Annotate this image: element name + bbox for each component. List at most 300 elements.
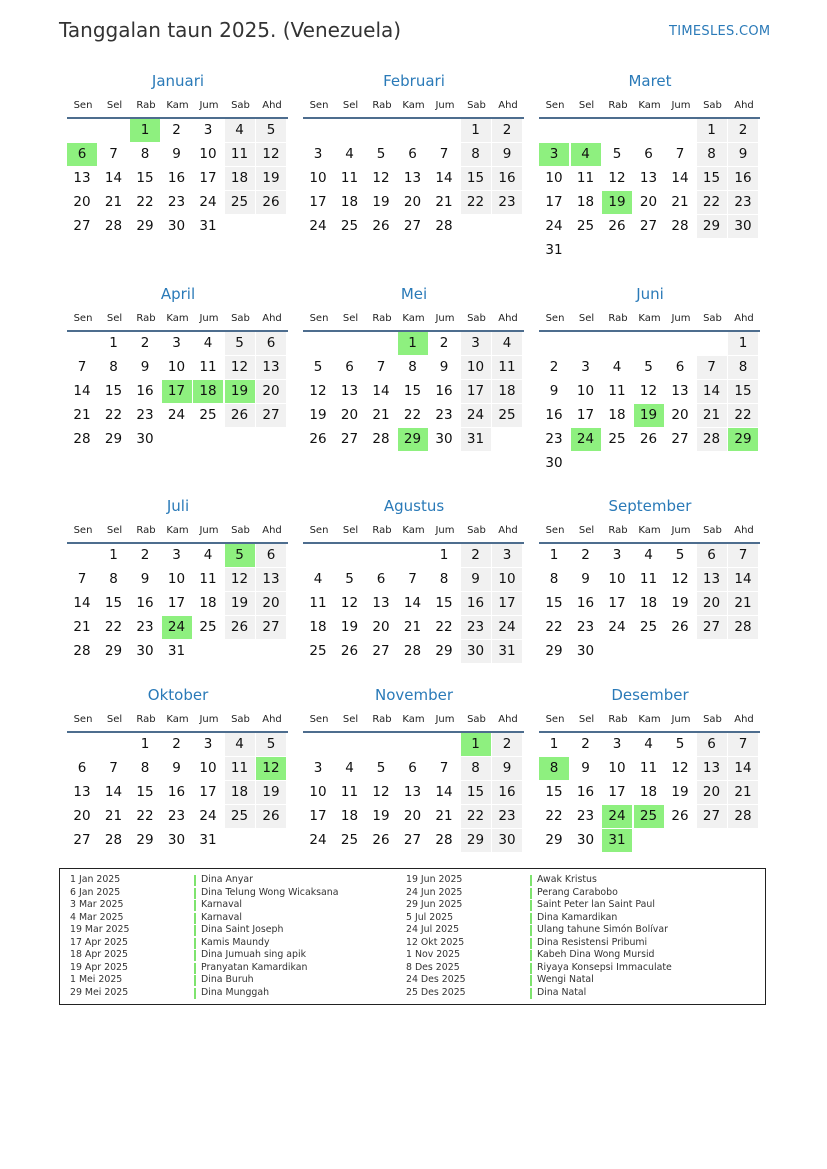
day-cell[interactable]: 2 xyxy=(492,733,522,756)
day-cell[interactable]: 11 xyxy=(225,143,255,166)
day-cell[interactable]: 7 xyxy=(728,733,758,756)
day-cell[interactable]: 17 xyxy=(162,380,192,403)
day-cell[interactable]: 28 xyxy=(73,643,91,659)
day-cell[interactable]: 28 xyxy=(728,805,758,828)
day-cell[interactable]: 16 xyxy=(435,383,453,399)
day-cell[interactable]: 22 xyxy=(136,808,154,824)
day-cell[interactable]: 27 xyxy=(73,218,91,234)
day-cell[interactable]: 14 xyxy=(728,757,758,780)
day-cell[interactable]: 30 xyxy=(576,832,595,848)
day-cell[interactable]: 12 xyxy=(608,170,626,186)
day-cell[interactable]: 12 xyxy=(340,595,359,611)
day-cell[interactable]: 12 xyxy=(256,143,286,166)
day-cell[interactable]: 13 xyxy=(73,784,91,800)
day-cell[interactable]: 23 xyxy=(545,431,563,447)
day-cell[interactable]: 11 xyxy=(576,170,595,186)
day-cell[interactable]: 10 xyxy=(167,359,186,375)
day-cell[interactable]: 22 xyxy=(728,404,758,427)
day-cell[interactable]: 8 xyxy=(728,356,758,379)
day-cell[interactable]: 17 xyxy=(199,784,217,800)
day-cell[interactable]: 28 xyxy=(403,643,422,659)
day-cell[interactable]: 11 xyxy=(225,757,255,780)
day-cell[interactable]: 13 xyxy=(639,170,658,186)
day-cell[interactable]: 27 xyxy=(256,616,286,639)
day-cell[interactable]: 29 xyxy=(728,428,758,451)
day-cell[interactable]: 23 xyxy=(136,619,154,635)
day-cell[interactable]: 26 xyxy=(671,808,689,824)
day-cell[interactable]: 28 xyxy=(372,431,390,447)
day-cell[interactable]: 17 xyxy=(608,595,626,611)
day-cell[interactable]: 4 xyxy=(203,547,213,563)
day-cell[interactable]: 4 xyxy=(612,359,622,375)
day-cell[interactable]: 20 xyxy=(73,194,91,210)
day-cell[interactable]: 30 xyxy=(461,640,491,663)
day-cell[interactable]: 9 xyxy=(172,146,181,162)
day-cell[interactable]: 27 xyxy=(372,643,390,659)
day-cell[interactable]: 26 xyxy=(225,404,255,427)
day-cell[interactable]: 2 xyxy=(461,544,491,567)
day-cell[interactable]: 1 xyxy=(398,332,428,355)
day-cell[interactable]: 20 xyxy=(639,194,658,210)
day-cell[interactable]: 2 xyxy=(728,119,758,142)
day-cell[interactable]: 20 xyxy=(340,407,359,423)
day-cell[interactable]: 2 xyxy=(581,547,590,563)
day-cell[interactable]: 20 xyxy=(697,592,727,615)
day-cell[interactable]: 20 xyxy=(372,619,390,635)
day-cell[interactable]: 16 xyxy=(728,167,758,190)
day-cell[interactable]: 1 xyxy=(549,736,559,752)
day-cell[interactable]: 21 xyxy=(697,404,727,427)
day-cell[interactable]: 3 xyxy=(492,544,522,567)
day-cell[interactable]: 11 xyxy=(199,571,217,587)
day-cell[interactable]: 24 xyxy=(162,616,192,639)
day-cell[interactable]: 25 xyxy=(225,191,255,214)
day-cell[interactable]: 1 xyxy=(697,119,727,142)
day-cell[interactable]: 18 xyxy=(225,781,255,804)
day-cell[interactable]: 6 xyxy=(697,733,727,756)
day-cell[interactable]: 14 xyxy=(671,170,689,186)
day-cell[interactable]: 7 xyxy=(728,544,758,567)
day-cell[interactable]: 1 xyxy=(728,332,758,355)
day-cell[interactable]: 14 xyxy=(697,380,727,403)
day-cell[interactable]: 31 xyxy=(461,428,491,451)
day-cell[interactable]: 1 xyxy=(549,547,559,563)
day-cell[interactable]: 2 xyxy=(492,119,522,142)
day-cell[interactable]: 4 xyxy=(225,733,255,756)
day-cell[interactable]: 5 xyxy=(225,332,255,355)
day-cell[interactable]: 1 xyxy=(109,335,118,351)
day-cell[interactable]: 12 xyxy=(225,356,255,379)
day-cell[interactable]: 3 xyxy=(581,359,590,375)
day-cell[interactable]: 27 xyxy=(671,431,689,447)
day-cell[interactable]: 27 xyxy=(73,832,91,848)
day-cell[interactable]: 1 xyxy=(130,119,160,142)
day-cell[interactable]: 6 xyxy=(256,332,286,355)
day-cell[interactable]: 8 xyxy=(439,571,449,587)
day-cell[interactable]: 7 xyxy=(675,146,685,162)
day-cell[interactable]: 27 xyxy=(403,218,422,234)
day-cell[interactable]: 10 xyxy=(608,760,626,776)
day-cell[interactable]: 22 xyxy=(435,619,453,635)
day-cell[interactable]: 7 xyxy=(77,359,87,375)
day-cell[interactable]: 27 xyxy=(256,404,286,427)
day-cell[interactable]: 13 xyxy=(403,170,422,186)
day-cell[interactable]: 21 xyxy=(104,194,123,210)
day-cell[interactable]: 15 xyxy=(104,595,123,611)
day-cell[interactable]: 23 xyxy=(136,407,154,423)
day-cell[interactable]: 24 xyxy=(461,404,491,427)
day-cell[interactable]: 2 xyxy=(439,335,449,351)
day-cell[interactable]: 9 xyxy=(492,143,522,166)
day-cell[interactable]: 19 xyxy=(225,592,255,615)
day-cell[interactable]: 10 xyxy=(461,356,491,379)
day-cell[interactable]: 3 xyxy=(172,335,181,351)
day-cell[interactable]: 2 xyxy=(140,547,150,563)
day-cell[interactable]: 18 xyxy=(340,194,359,210)
day-cell[interactable]: 29 xyxy=(545,832,563,848)
day-cell[interactable]: 6 xyxy=(376,571,386,587)
day-cell[interactable]: 14 xyxy=(372,383,390,399)
day-cell[interactable]: 1 xyxy=(461,119,491,142)
day-cell[interactable]: 15 xyxy=(403,383,422,399)
day-cell[interactable]: 13 xyxy=(372,595,390,611)
day-cell[interactable]: 29 xyxy=(435,643,453,659)
day-cell[interactable]: 13 xyxy=(256,568,286,591)
day-cell[interactable]: 30 xyxy=(136,643,154,659)
day-cell[interactable]: 27 xyxy=(639,218,658,234)
day-cell[interactable]: 25 xyxy=(309,643,327,659)
day-cell[interactable]: 16 xyxy=(492,781,522,804)
day-cell[interactable]: 24 xyxy=(199,194,217,210)
day-cell[interactable]: 18 xyxy=(199,595,217,611)
day-cell[interactable]: 22 xyxy=(104,407,123,423)
day-cell[interactable]: 25 xyxy=(225,805,255,828)
day-cell[interactable]: 28 xyxy=(104,832,123,848)
day-cell[interactable]: 9 xyxy=(172,760,181,776)
day-cell[interactable]: 28 xyxy=(435,832,453,848)
day-cell[interactable]: 3 xyxy=(313,760,323,776)
day-cell[interactable]: 30 xyxy=(136,431,154,447)
day-cell[interactable]: 13 xyxy=(697,568,727,591)
day-cell[interactable]: 15 xyxy=(136,170,154,186)
day-cell[interactable]: 24 xyxy=(199,808,217,824)
day-cell[interactable]: 18 xyxy=(193,380,223,403)
day-cell[interactable]: 14 xyxy=(435,784,453,800)
day-cell[interactable]: 17 xyxy=(545,194,563,210)
day-cell[interactable]: 12 xyxy=(372,784,390,800)
day-cell[interactable]: 16 xyxy=(167,170,186,186)
day-cell[interactable]: 15 xyxy=(461,167,491,190)
day-cell[interactable]: 15 xyxy=(697,167,727,190)
day-cell[interactable]: 22 xyxy=(461,191,491,214)
day-cell[interactable]: 24 xyxy=(492,616,522,639)
day-cell[interactable]: 27 xyxy=(340,431,359,447)
day-cell[interactable]: 31 xyxy=(545,242,563,258)
day-cell[interactable]: 21 xyxy=(435,808,453,824)
day-cell[interactable]: 21 xyxy=(372,407,390,423)
day-cell[interactable]: 5 xyxy=(256,119,286,142)
day-cell[interactable]: 30 xyxy=(435,431,453,447)
day-cell[interactable]: 15 xyxy=(435,595,453,611)
day-cell[interactable]: 10 xyxy=(608,571,626,587)
day-cell[interactable]: 15 xyxy=(104,383,123,399)
day-cell[interactable]: 5 xyxy=(644,359,653,375)
day-cell[interactable]: 30 xyxy=(167,218,186,234)
day-cell[interactable]: 20 xyxy=(73,808,91,824)
day-cell[interactable]: 3 xyxy=(172,547,181,563)
day-cell[interactable]: 23 xyxy=(728,191,758,214)
day-cell[interactable]: 2 xyxy=(549,359,559,375)
day-cell[interactable]: 5 xyxy=(225,544,255,567)
day-cell[interactable]: 11 xyxy=(608,383,626,399)
day-cell[interactable]: 19 xyxy=(372,194,390,210)
day-cell[interactable]: 28 xyxy=(435,218,453,234)
day-cell[interactable]: 22 xyxy=(104,619,123,635)
day-cell[interactable]: 3 xyxy=(612,547,622,563)
day-cell[interactable]: 13 xyxy=(403,784,422,800)
day-cell[interactable]: 29 xyxy=(697,215,727,238)
day-cell[interactable]: 3 xyxy=(539,143,569,166)
day-cell[interactable]: 15 xyxy=(545,784,563,800)
day-cell[interactable]: 5 xyxy=(376,146,386,162)
day-cell[interactable]: 17 xyxy=(608,784,626,800)
day-cell[interactable]: 24 xyxy=(167,407,186,423)
day-cell[interactable]: 21 xyxy=(73,407,91,423)
day-cell[interactable]: 21 xyxy=(728,592,758,615)
day-cell[interactable]: 26 xyxy=(256,805,286,828)
day-cell[interactable]: 10 xyxy=(199,146,217,162)
day-cell[interactable]: 7 xyxy=(439,760,449,776)
day-cell[interactable]: 26 xyxy=(309,431,327,447)
day-cell[interactable]: 20 xyxy=(403,808,422,824)
day-cell[interactable]: 23 xyxy=(492,191,522,214)
day-cell[interactable]: 23 xyxy=(576,619,595,635)
day-cell[interactable]: 7 xyxy=(408,571,417,587)
day-cell[interactable]: 8 xyxy=(461,757,491,780)
day-cell[interactable]: 3 xyxy=(203,736,213,752)
day-cell[interactable]: 2 xyxy=(172,736,181,752)
day-cell[interactable]: 6 xyxy=(697,544,727,567)
day-cell[interactable]: 12 xyxy=(639,383,658,399)
day-cell[interactable]: 7 xyxy=(109,760,118,776)
day-cell[interactable]: 19 xyxy=(671,595,689,611)
day-cell[interactable]: 11 xyxy=(340,170,359,186)
day-cell[interactable]: 5 xyxy=(256,733,286,756)
day-cell[interactable]: 31 xyxy=(199,218,217,234)
day-cell[interactable]: 7 xyxy=(697,356,727,379)
day-cell[interactable]: 16 xyxy=(492,167,522,190)
day-cell[interactable]: 10 xyxy=(545,170,563,186)
day-cell[interactable]: 3 xyxy=(612,736,622,752)
day-cell[interactable]: 16 xyxy=(167,784,186,800)
day-cell[interactable]: 12 xyxy=(225,568,255,591)
day-cell[interactable]: 19 xyxy=(671,784,689,800)
day-cell[interactable]: 30 xyxy=(492,829,522,852)
day-cell[interactable]: 16 xyxy=(545,407,563,423)
day-cell[interactable]: 17 xyxy=(461,380,491,403)
day-cell[interactable]: 12 xyxy=(372,170,390,186)
day-cell[interactable]: 6 xyxy=(256,544,286,567)
day-cell[interactable]: 4 xyxy=(313,571,323,587)
day-cell[interactable]: 17 xyxy=(309,808,327,824)
day-cell[interactable]: 27 xyxy=(403,832,422,848)
day-cell[interactable]: 25 xyxy=(340,218,359,234)
day-cell[interactable]: 26 xyxy=(608,218,626,234)
day-cell[interactable]: 19 xyxy=(634,404,664,427)
day-cell[interactable]: 6 xyxy=(345,359,354,375)
day-cell[interactable]: 26 xyxy=(639,431,658,447)
day-cell[interactable]: 9 xyxy=(728,143,758,166)
day-cell[interactable]: 19 xyxy=(256,167,286,190)
day-cell[interactable]: 5 xyxy=(376,760,386,776)
day-cell[interactable]: 28 xyxy=(728,616,758,639)
day-cell[interactable]: 25 xyxy=(639,619,658,635)
day-cell[interactable]: 17 xyxy=(309,194,327,210)
day-cell[interactable]: 21 xyxy=(73,619,91,635)
day-cell[interactable]: 20 xyxy=(403,194,422,210)
day-cell[interactable]: 9 xyxy=(492,757,522,780)
day-cell[interactable]: 3 xyxy=(313,146,323,162)
day-cell[interactable]: 26 xyxy=(671,619,689,635)
day-cell[interactable]: 21 xyxy=(403,619,422,635)
day-cell[interactable]: 20 xyxy=(697,781,727,804)
day-cell[interactable]: 12 xyxy=(309,383,327,399)
day-cell[interactable]: 3 xyxy=(461,332,491,355)
day-cell[interactable]: 10 xyxy=(576,383,595,399)
day-cell[interactable]: 10 xyxy=(167,571,186,587)
day-cell[interactable]: 25 xyxy=(608,431,626,447)
day-cell[interactable]: 19 xyxy=(256,781,286,804)
day-cell[interactable]: 18 xyxy=(225,167,255,190)
day-cell[interactable]: 9 xyxy=(581,760,590,776)
day-cell[interactable]: 22 xyxy=(403,407,422,423)
day-cell[interactable]: 14 xyxy=(403,595,422,611)
day-cell[interactable]: 9 xyxy=(439,359,449,375)
day-cell[interactable]: 9 xyxy=(140,359,150,375)
day-cell[interactable]: 30 xyxy=(728,215,758,238)
day-cell[interactable]: 4 xyxy=(571,143,601,166)
day-cell[interactable]: 17 xyxy=(492,592,522,615)
day-cell[interactable]: 25 xyxy=(199,619,217,635)
day-cell[interactable]: 14 xyxy=(435,170,453,186)
day-cell[interactable]: 4 xyxy=(644,736,653,752)
day-cell[interactable]: 31 xyxy=(167,643,186,659)
day-cell[interactable]: 15 xyxy=(545,595,563,611)
day-cell[interactable]: 13 xyxy=(256,356,286,379)
day-cell[interactable]: 25 xyxy=(199,407,217,423)
day-cell[interactable]: 18 xyxy=(309,619,327,635)
day-cell[interactable]: 5 xyxy=(675,736,685,752)
day-cell[interactable]: 11 xyxy=(639,571,658,587)
day-cell[interactable]: 20 xyxy=(256,592,286,615)
day-cell[interactable]: 26 xyxy=(340,643,359,659)
day-cell[interactable]: 29 xyxy=(136,218,154,234)
day-cell[interactable]: 11 xyxy=(199,359,217,375)
day-cell[interactable]: 24 xyxy=(602,805,632,828)
day-cell[interactable]: 8 xyxy=(109,359,118,375)
day-cell[interactable]: 24 xyxy=(545,218,563,234)
day-cell[interactable]: 29 xyxy=(398,428,428,451)
day-cell[interactable]: 14 xyxy=(104,784,123,800)
day-cell[interactable]: 16 xyxy=(576,784,595,800)
day-cell[interactable]: 22 xyxy=(545,619,563,635)
day-cell[interactable]: 18 xyxy=(639,595,658,611)
day-cell[interactable]: 23 xyxy=(167,194,186,210)
day-cell[interactable]: 23 xyxy=(461,616,491,639)
day-cell[interactable]: 17 xyxy=(167,595,186,611)
day-cell[interactable]: 18 xyxy=(639,784,658,800)
day-cell[interactable]: 13 xyxy=(73,170,91,186)
day-cell[interactable]: 1 xyxy=(140,736,150,752)
day-cell[interactable]: 22 xyxy=(545,808,563,824)
day-cell[interactable]: 2 xyxy=(172,122,181,138)
day-cell[interactable]: 15 xyxy=(728,380,758,403)
day-cell[interactable]: 4 xyxy=(225,119,255,142)
day-cell[interactable]: 29 xyxy=(461,829,491,852)
day-cell[interactable]: 6 xyxy=(675,359,685,375)
day-cell[interactable]: 6 xyxy=(644,146,653,162)
day-cell[interactable]: 18 xyxy=(340,808,359,824)
day-cell[interactable]: 14 xyxy=(73,383,91,399)
day-cell[interactable]: 10 xyxy=(309,170,327,186)
day-cell[interactable]: 18 xyxy=(576,194,595,210)
day-cell[interactable]: 10 xyxy=(199,760,217,776)
day-cell[interactable]: 25 xyxy=(340,832,359,848)
day-cell[interactable]: 3 xyxy=(203,122,213,138)
day-cell[interactable]: 5 xyxy=(675,547,685,563)
day-cell[interactable]: 19 xyxy=(340,619,359,635)
day-cell[interactable]: 16 xyxy=(461,592,491,615)
day-cell[interactable]: 6 xyxy=(67,143,97,166)
day-cell[interactable]: 28 xyxy=(73,431,91,447)
day-cell[interactable]: 27 xyxy=(697,805,727,828)
day-cell[interactable]: 22 xyxy=(136,194,154,210)
day-cell[interactable]: 4 xyxy=(644,547,653,563)
day-cell[interactable]: 14 xyxy=(73,595,91,611)
day-cell[interactable]: 1 xyxy=(109,547,118,563)
day-cell[interactable]: 23 xyxy=(576,808,595,824)
day-cell[interactable]: 9 xyxy=(581,571,590,587)
day-cell[interactable]: 9 xyxy=(461,568,491,591)
day-cell[interactable]: 23 xyxy=(167,808,186,824)
day-cell[interactable]: 15 xyxy=(461,781,491,804)
day-cell[interactable]: 29 xyxy=(545,643,563,659)
day-cell[interactable]: 2 xyxy=(140,335,150,351)
day-cell[interactable]: 8 xyxy=(549,571,559,587)
day-cell[interactable]: 7 xyxy=(376,359,386,375)
day-cell[interactable]: 8 xyxy=(140,760,150,776)
day-cell[interactable]: 6 xyxy=(408,760,417,776)
day-cell[interactable]: 30 xyxy=(576,643,595,659)
day-cell[interactable]: 21 xyxy=(104,808,123,824)
day-cell[interactable]: 11 xyxy=(309,595,327,611)
day-cell[interactable]: 29 xyxy=(104,643,123,659)
day-cell[interactable]: 26 xyxy=(372,832,390,848)
day-cell[interactable]: 14 xyxy=(104,170,123,186)
day-cell[interactable]: 13 xyxy=(671,383,689,399)
day-cell[interactable]: 29 xyxy=(136,832,154,848)
day-cell[interactable]: 8 xyxy=(539,757,569,780)
day-cell[interactable]: 20 xyxy=(256,380,286,403)
day-cell[interactable]: 4 xyxy=(203,335,213,351)
day-cell[interactable]: 28 xyxy=(671,218,689,234)
day-cell[interactable]: 23 xyxy=(435,407,453,423)
day-cell[interactable]: 30 xyxy=(167,832,186,848)
day-cell[interactable]: 17 xyxy=(576,407,595,423)
day-cell[interactable]: 27 xyxy=(697,616,727,639)
day-cell[interactable]: 21 xyxy=(728,781,758,804)
day-cell[interactable]: 4 xyxy=(492,332,522,355)
